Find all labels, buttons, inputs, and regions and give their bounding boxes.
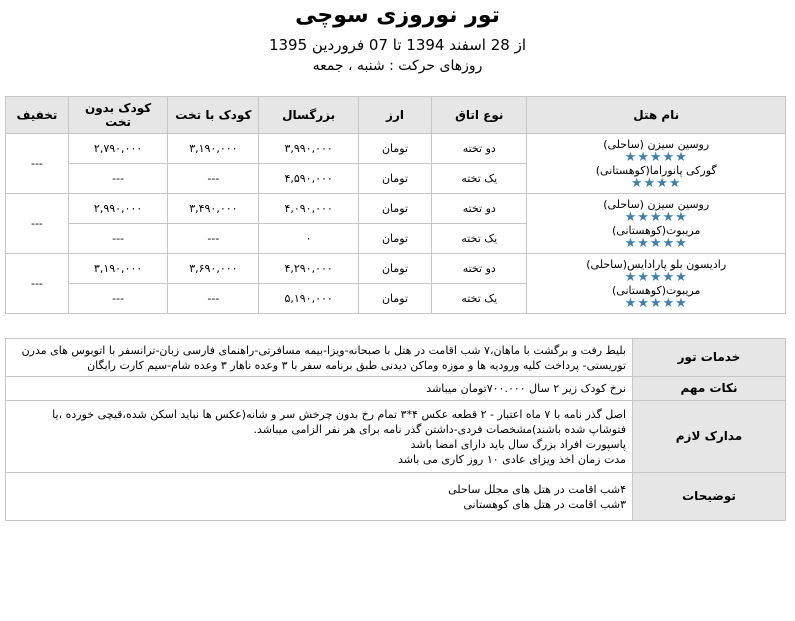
hotel-name: روسین سیزن (ساحلی) [603,137,710,151]
currency-cell: تومان [358,164,431,194]
hotels-cell [527,194,786,254]
room-type-cell: یک تخته [432,284,527,314]
departure-days: روزهای حرکت : شنبه ، جمعه [312,58,483,74]
star-rating-icon: ★★★★★ [624,149,688,165]
header-child-nobed: کودک بدون تخت [68,97,167,134]
table-row [6,254,786,284]
star-rating-icon: ★★★★★ [624,295,688,311]
info-line: اصل گذر نامه با ۷ ماه اعتبار - ۲ قطعه عکس ۴*۳ تمام رخ بدون چرخش سر و شانه(عکس ها نباید اسکن شده،قیچی خورده ،یا فتوشاپ شده باشند)مشخصات فردی-داشتن گذر نامه برای هر نفر الزامی میباشد. [52,407,626,436]
info-label: مدارک لازم [633,401,786,473]
hotel-name: گورکی پانوراما(کوهستانی) [595,163,717,177]
tour-dates: از 28 اسفند 1394 تا 07 فروردین 1395 [268,36,527,54]
info-line: نرخ کودک زیر ۲ سال ۷۰۰.۰۰۰تومان میباشد [426,382,626,395]
discount-cell: --- [6,194,69,254]
star-rating-icon: ★★★★★ [624,269,688,285]
info-label: نکات مهم [633,377,786,401]
adult-price-cell: ۵,۱۹۰,۰۰۰ [259,284,358,314]
info-row [6,339,786,377]
hotels-cell [527,134,786,194]
adult-price-cell: ۴,۵۹۰,۰۰۰ [259,164,358,194]
info-content [6,339,633,377]
info-content [6,401,633,473]
header-hotel: نام هتل [527,97,786,134]
info-label: توضیحات [633,473,786,521]
hotel-name: رادیسون بلو پارادایس(ساحلی) [586,257,727,271]
info-line: پاسپورت افراد بزرگ سال باید دارای امضا باشد [410,437,626,451]
header-adult: بزرگسال [259,97,358,134]
room-type-cell: یک تخته [432,224,527,254]
child-bed-price-cell: --- [168,164,259,194]
child-nobed-price-cell: --- [68,224,167,254]
hotels-cell [527,254,786,314]
room-type-cell: دو تخته [432,134,527,164]
room-type-cell: دو تخته [432,254,527,284]
currency-cell: تومان [358,134,431,164]
info-line: مدت زمان اخذ ویزای عادی ۱۰ روز کاری می باشد [397,452,626,466]
child-bed-price-cell: --- [168,224,259,254]
info-line: ۳شب اقامت در هتل های کوهستانی [463,497,626,511]
discount-cell: --- [6,134,69,194]
star-rating-icon: ★★★★★ [624,235,688,251]
star-rating-icon: ★★★★★ [624,209,688,225]
hotel-name: مریبوت(کوهستانی) [612,283,701,297]
info-row [6,473,786,521]
info-table [5,338,786,521]
info-line: ۴شب اقامت در هتل های مجلل ساحلی [448,482,626,496]
info-table-body [6,339,786,521]
adult-price-cell: ۴,۰۹۰,۰۰۰ [259,194,358,224]
header-room: نوع اتاق [432,97,527,134]
adult-price-cell: ۳,۹۹۰,۰۰۰ [259,134,358,164]
child-bed-price-cell: ۳,۶۹۰,۰۰۰ [168,254,259,284]
hotel-name: مریبوت(کوهستانی) [612,223,701,237]
table-row [6,134,786,164]
info-row [6,401,786,473]
info-label: خدمات تور [633,339,786,377]
page-title: تور نوروزی سوچی [295,3,500,28]
page-header [0,0,795,76]
child-nobed-price-cell: ۲,۷۹۰,۰۰۰ [68,134,167,164]
child-bed-price-cell: ۳,۴۹۰,۰۰۰ [168,194,259,224]
info-line: بلیط رفت و برگشت با ماهان،۷ شب اقامت در هتل با صبحانه-ویزا-بیمه مسافرتی-راهنمای فارسی زبان-ترانسفر با اتوبوس های مدرن توریستی- پرداخت کلیه ورودیه ها و موزه وماکن دیدنی طبق برنامه سفر با ۳ وعده ناهار ۳ وعده شام-سیم کارت رایگان [21,343,626,372]
currency-cell: تومان [358,254,431,284]
table-row [6,194,786,224]
currency-cell: تومان [358,194,431,224]
child-nobed-price-cell: --- [68,164,167,194]
hotel-name: روسین سیزن (ساحلی) [603,197,710,211]
info-row [6,377,786,401]
child-nobed-price-cell: ۳,۱۹۰,۰۰۰ [68,254,167,284]
room-type-cell: یک تخته [432,164,527,194]
child-nobed-price-cell: ۲,۹۹۰,۰۰۰ [68,194,167,224]
star-rating-icon: ★★★★ [630,175,682,191]
discount-cell: --- [6,254,69,314]
child-nobed-price-cell: --- [68,284,167,314]
header-discount: تخفیف [6,97,69,134]
price-table-header-row [6,97,786,134]
header-currency: ارز [358,97,431,134]
header-child-bed: کودک با تخت [168,97,259,134]
room-type-cell: دو تخته [432,194,527,224]
currency-cell: تومان [358,224,431,254]
info-content [6,473,633,521]
price-table [5,96,786,314]
adult-price-cell: ۴,۲۹۰,۰۰۰ [259,254,358,284]
currency-cell: تومان [358,284,431,314]
adult-price-cell: ۰ [259,224,358,254]
price-table-body [6,134,786,314]
child-bed-price-cell: --- [168,284,259,314]
child-bed-price-cell: ۳,۱۹۰,۰۰۰ [168,134,259,164]
info-content [6,377,633,401]
